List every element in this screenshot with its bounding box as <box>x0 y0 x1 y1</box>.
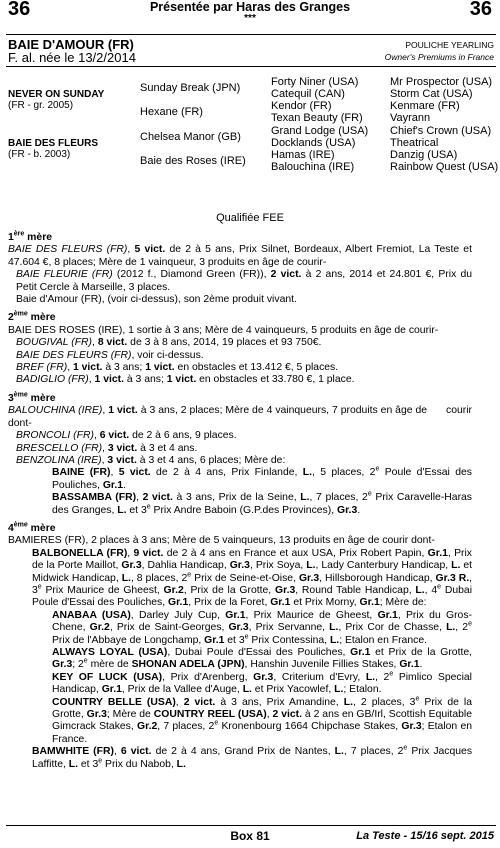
horse-name: BAIE D'AMOUR (FR) <box>8 37 134 52</box>
lot-number-right: 36 <box>469 0 492 20</box>
top-rule <box>6 34 496 35</box>
produce-baie-fleurie: BAIE FLEURIE (FR) (2012 f., Diamond Green (FR)), 2 vict. à 2 ans, 2014 et 24.801 €, Prix du Petit Cercle à Marseille, 3 places. <box>16 269 473 293</box>
premiums: Owner's Premiums in France <box>384 52 494 62</box>
gen4-1: Mr Prospector (USA) <box>390 76 493 88</box>
gen4-6: Theatrical <box>390 137 439 149</box>
qualification: Qualifiée FEE <box>216 212 284 224</box>
dam-paragraph: BAIE DES FLEURS (FR), 5 vict. de 2 à 5 ans, Prix Silnet, Bordeaux, Albert Fremiot, La Teste et 47.604 €, 8 places; Mère de 1 vainqueur, 3 produits en âge de courir- <box>8 244 472 268</box>
produce-balbonella: BALBONELLA (FR), 9 vict. de 2 à 4 ans en France et aux USA, Prix Robert Papin, Gr.1, Prix de la Porte Maillot, Gr.3, Dahlia Handicap, Gr.3, Prix Soya, L., Lady Canterbury Handicap, L. et Midwick Handicap, L., 8 places, 2e Prix de Seine-et-Oise, Gr.3, Hillsborough Handicap, Gr.3 R., 3e Prix Maurice de Gheest, Gr.2, Prix de la Grotte, Gr.3, Round Table Handicap, L., 4e Dubai Poule d'Essai des Pouliches, Gr.1, Prix de la Foret, Gr.1 et Prix Morny, Gr.1; Mère de: <box>32 547 473 609</box>
produce-anabaa: ANABAA (USA), Darley July Cup, Gr.1, Prix Maurice de Gheest, Gr.1, Prix du Gros-Chene, Gr.2, Prix de Saint-Georges, Gr.3, Prix Servanne, L., Prix Cor de Chasse, L., 2e Prix de l'Abbaye de Longchamp, Gr.1 et 3e Prix Contessina, L.; Etalon en France. <box>52 609 472 646</box>
consignor: Présentée par Haras des Granges <box>149 0 351 14</box>
box-number: Box 81 <box>230 829 270 843</box>
gen3-8: Balouchina (IRE) <box>271 161 355 173</box>
gen3-1: Forty Niner (USA) <box>271 76 359 88</box>
sale-info: La Teste - 15/16 sept. 2015 <box>356 830 494 842</box>
dam-sub: (FR - b. 2003) <box>8 149 71 160</box>
family-body <box>8 180 472 771</box>
sire-name: NEVER ON SUNDAY <box>8 89 105 100</box>
gen3-7: Hamas (IRE) <box>271 149 335 161</box>
gen4-8: Rainbow Quest (USA) <box>390 161 499 173</box>
gen4-2: Storm Cat (USA) <box>390 88 473 100</box>
gen2-sire-sire: Sunday Break (JPN) <box>140 82 241 94</box>
gen2-sire-dam: Hexane (FR) <box>140 106 203 118</box>
produce-key-of-luck: KEY OF LUCK (USA), Prix d'Arenberg, Gr.3, Criterium d'Evry, L., 2e Pimlico Special Handicap, Gr.1, Prix de la Vallee d'Auge, L. et Prix Yacowlef, L.; Etalon. <box>52 670 472 696</box>
bottom-rule <box>6 825 496 826</box>
produce-country-belle: COUNTRY BELLE (USA), 2 vict. à 3 ans, Prix Amandine, L., 2 places, 3e Prix de la Grotte, Gr.3; Mère de COUNTRY REEL (USA), 2 vict. à 2 ans en GB/Irl, Scottish Equitable Gimcrack Stakes, Gr.2, 7 places, 2e Kronenbourg 1664 Chipchase Stakes, Gr.3; Etalon en France. <box>52 695 473 745</box>
produce-bougival: BOUGIVAL (FR), 8 vict. de 3 à 8 ans, 2014, 19 places et 93 750€. <box>16 337 322 349</box>
gen4-4: Vayrann <box>390 112 431 124</box>
section-2-heading: 2ème mère <box>8 310 56 324</box>
gen3-4: Texan Beauty (FR) <box>271 112 363 124</box>
section-1-heading: 1ère mère <box>8 230 53 243</box>
gen4-7: Danzig (USA) <box>390 149 458 161</box>
produce-benzolina: BENZOLINA (IRE), 3 vict. à 3 et 4 ans, 6 places; Mère de: <box>16 454 286 466</box>
produce-bamwhite: BAMWHITE (FR), 6 vict. de 2 à 4 ans, Grand Prix de Nantes, L., 7 places, 2e Prix Jacques Laffitte, L. et 3e Prix du Nabob, L. <box>32 744 473 770</box>
gen4-3: Kenmare (FR) <box>390 100 460 112</box>
produce-brescello: BRESCELLO (FR), 3 vict. à 3 et 4 ans. <box>16 442 198 454</box>
gen3-5: Grand Lodge (USA) <box>271 125 369 137</box>
fourth-dam-paragraph: BAMIERES (FR), 2 places à 3 ans; Mère de 5 vainqueurs, 13 produits en âge de courir dont- <box>8 535 435 547</box>
produce-baie-amour: Baie d'Amour (FR), (voir ci-dessus), son 2ème produit vivant. <box>16 294 297 306</box>
produce-always-loyal: ALWAYS LOYAL (USA), Dubai Poule d'Essai des Pouliches, Gr.1 et Prix de la Grotte, Gr.3; 2e mère de SHONAN ADELA (JPN), Hanshin Juvenile Fillies Stakes, Gr.1. <box>52 647 473 671</box>
produce-badiglio: BADIGLIO (FR), 1 vict. à 3 ans; 1 vict. en obstacles et 33.780 €, 1 place. <box>16 374 355 386</box>
produce-bref: BREF (FR), 1 vict. à 3 ans; 1 vict. en obstacles et 13.412 €, 5 places. <box>16 362 339 374</box>
sire-sub: (FR - gr. 2005) <box>8 100 74 111</box>
section-3-heading: 3ème mère <box>8 391 56 404</box>
gen2-dam-sire: Chelsea Manor (GB) <box>140 131 241 143</box>
stars: *** <box>244 13 256 24</box>
lot-number-left: 36 <box>8 0 31 20</box>
birth-date: F. al. née le 13/2/2014 <box>8 50 136 65</box>
gen2-dam-dam: Baie des Roses (IRE) <box>140 155 246 167</box>
second-dam-paragraph: BAIE DES ROSES (IRE), 1 sortie à 3 ans; Mère de 4 vainqueurs, 5 produits en âge de courir- <box>8 324 439 336</box>
category: POULICHE YEARLING <box>405 40 494 50</box>
section-4-heading: 4ème mère <box>8 521 56 534</box>
gen4-5: Chief's Crown (USA) <box>390 125 492 137</box>
produce-bassamba: BASSAMBA (FR), 2 vict. à 3 ans, Prix de la Seine, L., 7 places, 2e Prix Caravelle-Haras des Granges, L. et 3e Prix Andre Baboin (G.P.des Provinces), Gr.3. <box>52 490 472 516</box>
produce-baine: BAINE (FR), 5 vict. de 2 à 4 ans, Prix Finlande, L., 5 places, 2e Poule d'Essai des Pouliches, Gr.1. <box>52 465 472 491</box>
gen3-6: Docklands (USA) <box>271 137 356 149</box>
produce-broncoli: BRONCOLI (FR), 6 vict. de 2 à 6 ans, 9 places. <box>16 430 237 442</box>
third-dam-paragraph: BALOUCHINA (IRE), 1 vict. à 3 ans, 2 places; Mère de 4 vainqueurs, 7 produits en âge de courir dont- <box>8 405 472 429</box>
gen3-3: Kendor (FR) <box>271 100 332 112</box>
produce-baie-des-fleurs: BAIE DES FLEURS (FR), voir ci-dessus. <box>16 349 204 361</box>
gen3-2: Catequil (CAN) <box>271 88 345 100</box>
dam-name: BAIE DES FLEURS <box>8 138 99 149</box>
pedigree-rule <box>6 66 496 67</box>
